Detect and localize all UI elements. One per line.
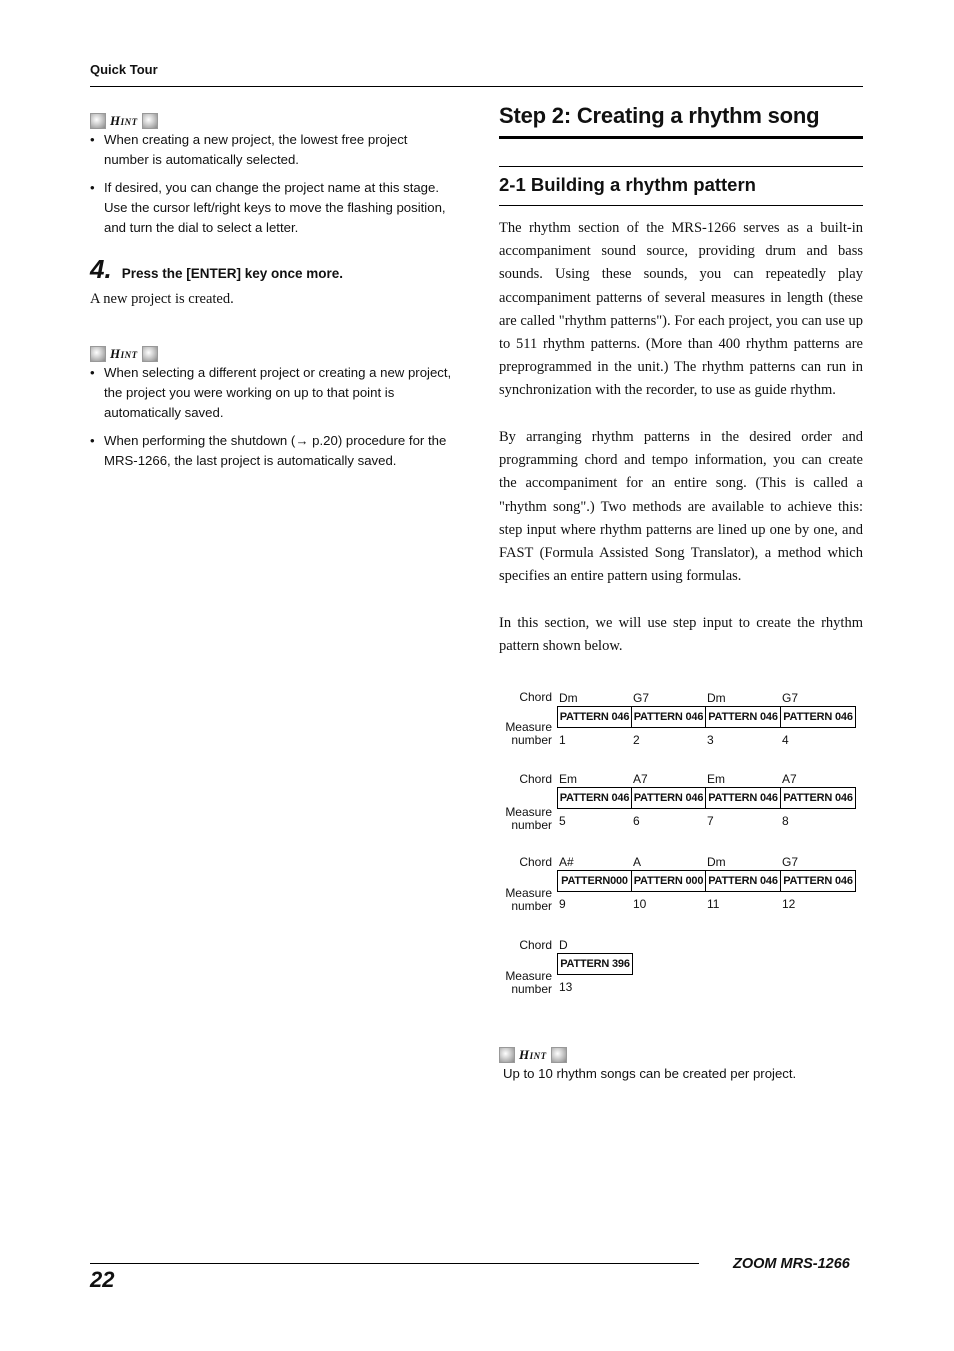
method-paragraph: By arranging rhythm patterns in the desired order and programming chord and tempo information, you can create the accompaniment for an entire song. (This is called a "rhythm song".) Two methods are available to achieve this: step input where rhythm patterns are lined up one by one, and FAST (Formula Assisted Song Translator), a method which specifies an entire pattern using formulas. [499, 429, 863, 585]
pattern-box: PATTERN 046 [780, 870, 856, 892]
hint-3-text: Up to 10 rhythm songs can be created per project. [503, 1066, 797, 1081]
title-underline [499, 136, 863, 139]
hint-2-item: • When selecting a different project or creating a new project, the project you were working on up to that point is automatically saved. [90, 363, 455, 423]
chord-name: A7 [633, 772, 648, 786]
hint-1-item: • When creating a new project, the lowest free project number is automatically selected. [90, 130, 455, 170]
measure-label: Measure number [505, 886, 552, 913]
pattern-box: PATTERN 046 [705, 706, 781, 728]
chord-name: Em [707, 772, 725, 786]
pattern-box: PATTERN 046 [780, 706, 856, 728]
measure-number: 13 [559, 980, 573, 994]
measure-label: Measure number [505, 805, 552, 832]
measure-number: 6 [633, 814, 640, 828]
section-subtitle: 2-1 Building a rhythm pattern [499, 174, 756, 195]
chord-label: Chord [519, 690, 552, 704]
pattern-box: PATTERN 396 [557, 953, 633, 975]
hint-square-icon [551, 1047, 567, 1063]
measure-number: 11 [707, 897, 720, 911]
chord-name: A [633, 855, 642, 869]
intro-paragraph: The rhythm section of the MRS-1266 serves as a built-in accompaniment sound source, providing drum and bass sounds. Using these sounds, you can repeatedly play accompaniment patterns of several measures in length (these are called "rhythm patterns"). For each project, you can use up to 511 rhythm patterns. (More than 400 rhythm patterns are preprogrammed in the unit.) The rhythm patterns can run in synchronization with the recorder, to use as guide rhythm. [499, 220, 863, 399]
measure-number: 7 [707, 814, 714, 828]
hint-2-list [90, 363, 455, 479]
hint-badge-3 [499, 1046, 567, 1064]
hint-1-list [90, 130, 455, 246]
measure-label: Measure number [505, 720, 552, 747]
pattern-box: PATTERN 000 [631, 870, 706, 892]
pattern-row-3 [499, 856, 859, 926]
hint-badge-1 [90, 112, 158, 130]
hint-square-icon [90, 346, 106, 362]
step-result: A new project is created. [90, 291, 234, 307]
pattern-box: PATTERN 046 [557, 787, 632, 809]
measure-number: 8 [782, 814, 789, 828]
chord-name: G7 [782, 855, 799, 869]
step-number: 4. [90, 254, 112, 284]
pattern-box: PATTERN 046 [705, 787, 781, 809]
section-header: Quick Tour [90, 62, 158, 77]
footer-divider [90, 1263, 699, 1264]
pattern-box: PATTERN 046 [631, 787, 706, 809]
subtitle-rule-bottom [499, 205, 863, 206]
hint-label: Hint [519, 1047, 547, 1062]
hint-square-icon [142, 113, 158, 129]
hint-square-icon [142, 346, 158, 362]
pattern-box: PATTERN000 [557, 870, 632, 892]
header-divider [90, 86, 863, 87]
step-input-paragraph: In this section, we will use step input to create the rhythm pattern shown below. [499, 615, 863, 655]
pattern-box: PATTERN 046 [780, 787, 856, 809]
chord-name: G7 [633, 691, 650, 705]
hint-square-icon [90, 113, 106, 129]
hint-label: Hint [110, 346, 138, 361]
chord-name: D [559, 938, 568, 952]
chord-name: A# [559, 855, 574, 869]
hint-1-item: • If desired, you can change the project name at this stage. Use the cursor left/right keys to move the flashing position, and turn the dial to select a letter. [90, 178, 455, 238]
pattern-box: PATTERN 046 [705, 870, 781, 892]
pattern-row-2 [499, 773, 859, 843]
chord-name: A7 [782, 772, 797, 786]
measure-number: 4 [782, 733, 789, 747]
subtitle-rule-top [499, 166, 863, 167]
pattern-row-1 [499, 692, 859, 762]
hint-2-item: • When performing the shutdown (→ p.20) procedure for the MRS-1266, the last project is automatically saved. [90, 431, 455, 471]
measure-label: Measure number [505, 969, 552, 996]
chord-label: Chord [519, 772, 552, 786]
chord-label: Chord [519, 855, 552, 869]
measure-number: 12 [782, 897, 796, 911]
chord-name: Em [559, 772, 577, 786]
hint-square-icon [499, 1047, 515, 1063]
pattern-box: PATTERN 046 [631, 706, 706, 728]
measure-number: 10 [633, 897, 647, 911]
step-instruction: Press the [ENTER] key once more. [121, 266, 344, 281]
page-title: Step 2: Creating a rhythm song [499, 103, 820, 128]
measure-number: 1 [559, 733, 566, 747]
measure-number: 9 [559, 897, 566, 911]
measure-number: 2 [633, 733, 640, 747]
chord-name: Dm [707, 855, 726, 869]
pattern-box: PATTERN 046 [557, 706, 632, 728]
pattern-row-4 [499, 939, 859, 1009]
chord-name: Dm [707, 691, 726, 705]
chord-name: G7 [782, 691, 799, 705]
product-name: ZOOM MRS-1266 [733, 1256, 850, 1272]
chord-label: Chord [519, 938, 552, 952]
page-number: 22 [90, 1267, 115, 1292]
step-4 [90, 254, 343, 285]
hint-badge-2 [90, 345, 158, 363]
measure-number: 3 [707, 733, 714, 747]
hint-label: Hint [110, 113, 138, 128]
measure-number: 5 [559, 814, 566, 828]
chord-name: Dm [559, 691, 578, 705]
